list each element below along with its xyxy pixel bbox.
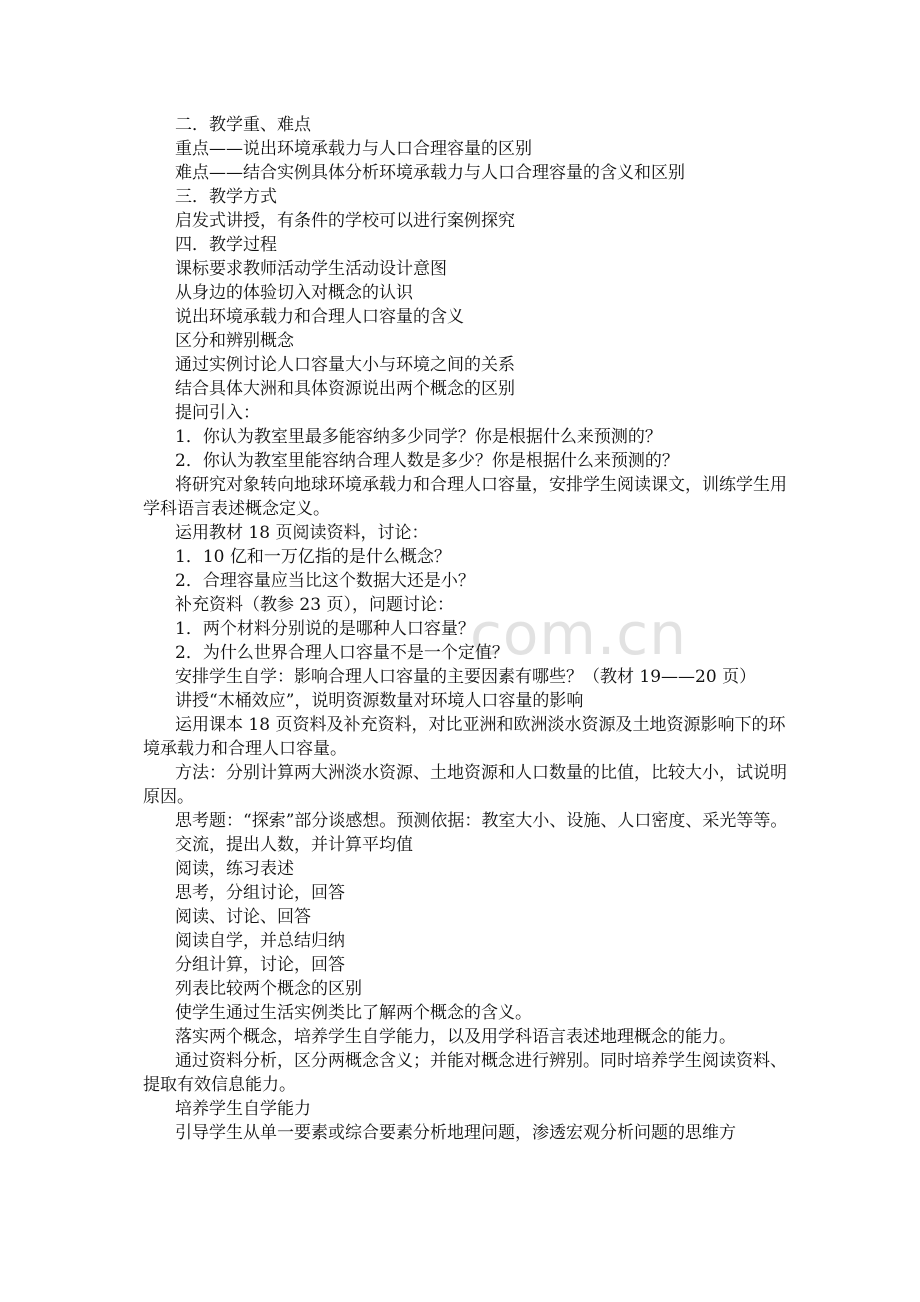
paragraph: 安排学生自学：影响合理人口容量的主要因素有哪些？（教材 19——20 页） <box>175 667 757 687</box>
paragraph: 思考题：“探索”部分谈感想。预测依据：教室大小、设施、人口密度、采光等等。 <box>175 811 788 831</box>
paragraph-key-point: 重点——说出环境承载力与人口合理容量的区别 <box>175 139 532 159</box>
paragraph: 阅读自学，并总结归纳 <box>175 931 345 951</box>
paragraph: 阅读，练习表述 <box>175 859 294 879</box>
paragraph-table-header: 课标要求教师活动学生活动设计意图 <box>175 259 447 279</box>
paragraph-teaching-method: 启发式讲授，有条件的学校可以进行案例探究 <box>175 211 515 231</box>
list-item: 1．两个材料分别说的是哪种人口容量？ <box>175 619 475 639</box>
paragraph-difficult-point: 难点——结合实例具体分析环境承载力与人口合理容量的含义和区别 <box>175 163 685 183</box>
section-heading-key-points: 二．教学重、难点 <box>175 115 311 135</box>
document-body <box>143 113 793 1145</box>
list-item: 1．你认为教室里最多能容纳多少同学？你是根据什么来预测的？ <box>175 427 662 447</box>
paragraph: 说出环境承载力和合理人口容量的含义 <box>175 307 464 327</box>
paragraph: 列表比较两个概念的区别 <box>175 979 362 999</box>
paragraph: 方法：分别计算两大洲淡水资源、土地资源和人口数量的比值，比较大小，试说明原因。 <box>143 763 787 807</box>
paragraph: 通过实例讨论人口容量大小与环境之间的关系 <box>175 355 515 375</box>
paragraph: 阅读、讨论、回答 <box>175 907 311 927</box>
paragraph: 思考，分组讨论，回答 <box>175 883 345 903</box>
paragraph: 结合具体大洲和具体资源说出两个概念的区别 <box>175 379 515 399</box>
list-item: 1．10 亿和一万亿指的是什么概念？ <box>175 547 451 567</box>
paragraph: 培养学生自学能力 <box>175 1099 311 1119</box>
paragraph: 从身边的体验切入对概念的认识 <box>175 283 413 303</box>
paragraph: 引导学生从单一要素或综合要素分析地理问题，渗透宏观分析问题的思维方 <box>175 1123 736 1143</box>
list-item: 2．你认为教室里能容纳合理人数是多少？你是根据什么来预测的？ <box>175 451 679 471</box>
paragraph: 提问引入： <box>175 403 260 423</box>
paragraph: 落实两个概念，培养学生自学能力，以及用学科语言表述地理概念的能力。 <box>175 1027 736 1047</box>
paragraph: 运用课本 18 页资料及补充资料，对比亚洲和欧洲淡水资源及土地资源影响下的环境承载力和合理人口容量。 <box>143 715 786 759</box>
list-item: 2．合理容量应当比这个数据大还是小？ <box>175 571 475 591</box>
paragraph: 交流，提出人数，并计算平均值 <box>175 835 413 855</box>
paragraph: 使学生通过生活实例类比了解两个概念的含义。 <box>175 1003 532 1023</box>
paragraph: 讲授“木桶效应”，说明资源数量对环境人口容量的影响 <box>175 691 584 711</box>
paragraph: 补充资料（教参 23 页），问题讨论： <box>175 595 454 615</box>
list-item: 2．为什么世界合理人口容量不是一个定值？ <box>175 643 509 663</box>
section-heading-teaching-method: 三．教学方式 <box>175 187 277 207</box>
section-heading-teaching-process: 四．教学过程 <box>175 235 277 255</box>
paragraph: 分组计算，讨论，回答 <box>175 955 345 975</box>
paragraph: 通过资料分析，区分两概念含义；并能对概念进行辨别。同时培养学生阅读资料、提取有效信息能力。 <box>143 1051 787 1095</box>
paragraph: 将研究对象转向地球环境承载力和合理人口容量，安排学生阅读课文，训练学生用学科语言表述概念定义。 <box>143 475 787 519</box>
watermark: com.cn <box>470 600 687 668</box>
paragraph: 运用教材 18 页阅读资料，讨论： <box>175 523 429 543</box>
paragraph: 区分和辨别概念 <box>175 331 294 351</box>
